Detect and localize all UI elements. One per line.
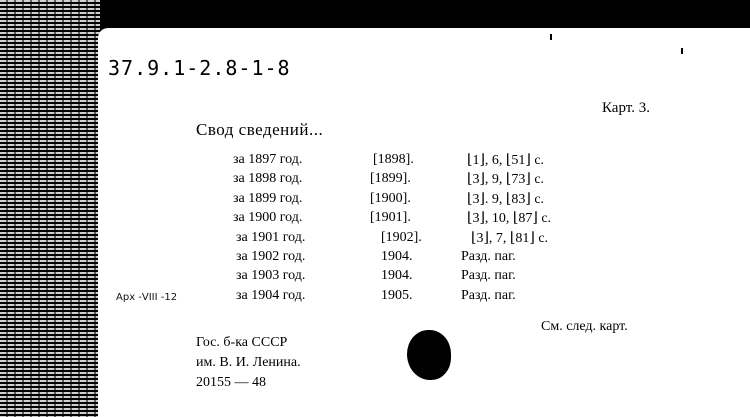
margin-note: Арх -VIII -12: [116, 292, 178, 303]
row-year: за 1898 год.: [233, 171, 303, 187]
card-title: Свод сведений...: [196, 120, 324, 139]
row-pub: [1900].: [370, 190, 411, 206]
card-label: Карт. 3.: [602, 100, 650, 116]
row-pages: ⌊1⌋, 6, ⌊51⌋ с.: [467, 153, 545, 168]
punch-mark: [550, 34, 552, 40]
row-year: за 1902 год.: [236, 249, 306, 264]
row-year: за 1897 год.: [233, 152, 303, 167]
row-pub: 1905.: [381, 287, 413, 303]
ink-blot: [407, 330, 451, 380]
row-pages: ⌊3⌋. 9, ⌊83⌋ с.: [467, 191, 545, 207]
row-pub: [1898].: [373, 152, 414, 167]
row-year: за 1899 год.: [233, 190, 303, 206]
library-line-3: 20155 — 48: [196, 375, 266, 390]
row-pub: 1904.: [381, 249, 413, 264]
row-pages: Разд. паг.: [461, 268, 516, 284]
scan-edge-grid: [0, 0, 100, 417]
catalog-number: 37.9.1-2.8-1-8: [108, 56, 291, 80]
row-pub: [1901].: [370, 210, 411, 226]
row-pages: Разд. паг.: [461, 287, 516, 303]
punch-mark: [681, 48, 683, 54]
row-pub: [1899].: [370, 171, 411, 187]
row-pages: ⌊3⌋, 10, ⌊87⌋ с.: [467, 211, 552, 227]
library-line-1: Гос. б-ка СССР: [196, 335, 288, 350]
library-line-2: им. В. И. Ленина.: [196, 355, 301, 370]
row-pages: ⌊3⌋, 7, ⌊81⌋ с.: [471, 230, 549, 246]
row-pub: [1902].: [381, 229, 422, 245]
row-year: за 1901 год.: [236, 229, 306, 245]
continued-note: См. след. карт.: [541, 319, 628, 334]
row-year: за 1903 год.: [236, 268, 306, 284]
row-year: за 1900 год.: [233, 210, 303, 226]
row-pub: 1904.: [381, 268, 413, 284]
row-pages: ⌊3⌋, 9, ⌊73⌋ с.: [467, 172, 545, 188]
row-pages: Разд. паг.: [461, 249, 516, 264]
row-year: за 1904 год.: [236, 287, 306, 303]
